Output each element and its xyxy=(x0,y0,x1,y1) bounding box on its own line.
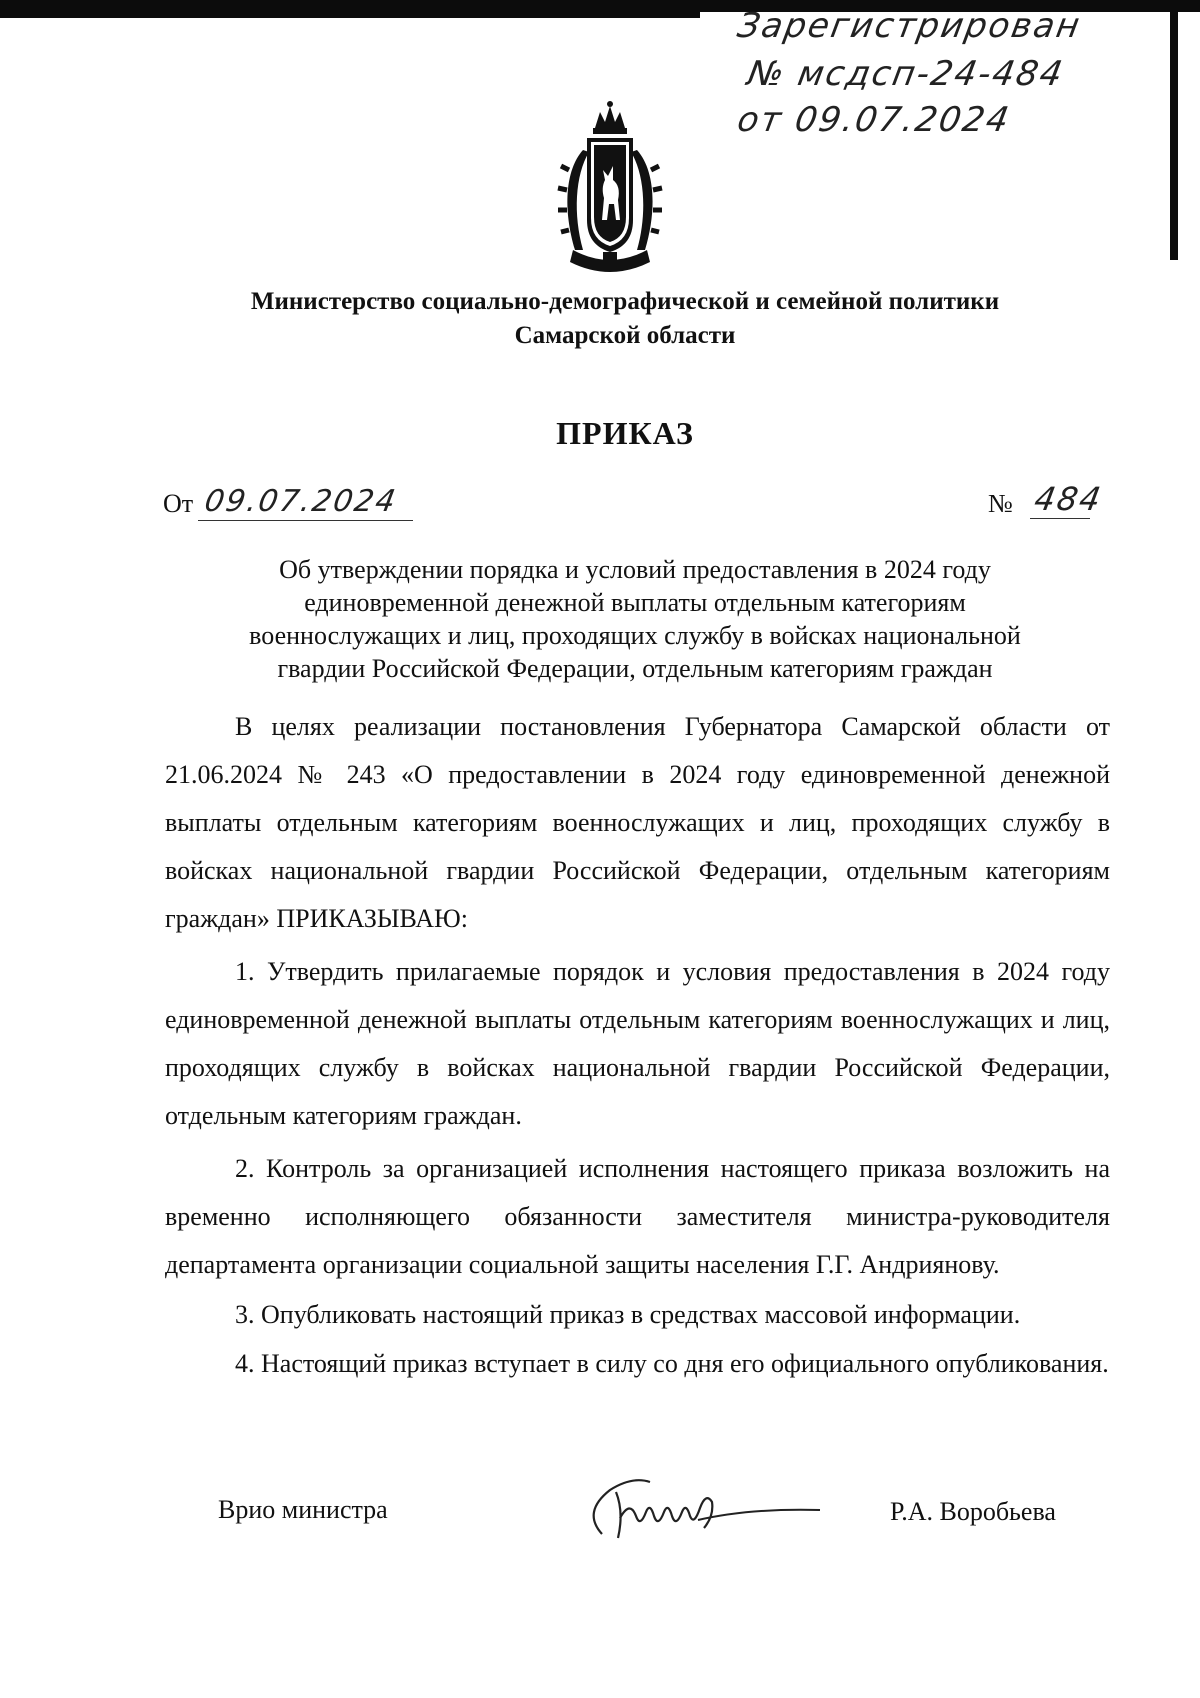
registration-note-line1: Зарегистрирован xyxy=(734,6,1085,46)
signatory-name: Р.А. Воробьева xyxy=(890,1497,1056,1526)
date-value: 09.07.2024 xyxy=(201,484,400,519)
body-item-4: 4. Настоящий приказ вступает в силу со дня его официального опубликования. xyxy=(235,1349,1109,1378)
number-underline xyxy=(1030,518,1090,519)
ministry-name-line2: Самарской области xyxy=(514,322,736,349)
body-item-2: 2. Контроль за организацией исполнения настоящего приказа возложить на временно исполняющего обязанности заместителя министра-руководителя департамента организации социальной защиты населения Г.Г. Андриянову. xyxy=(165,1154,1110,1279)
body-preamble: В целях реализации постановления Губернатора Самарской области от 21.06.2024 № 243 «О предоставлении в 2024 году единовременной денежной выплаты отдельным категориям военнослужащих и лиц, проходящих службу в войсках национальной гвардии Российской Федерации, отдельным категориям граждан» ПРИКАЗЫВАЮ: xyxy=(165,712,1110,933)
registration-note-line3: от 09.07.2024 xyxy=(734,100,1014,140)
coat-of-arms-icon xyxy=(555,100,665,280)
scan-border-right xyxy=(1170,0,1178,260)
body-item-1: 1. Утвердить прилагаемые порядок и условия предоставления в 2024 году единовременной денежной выплаты отдельным категориям военнослужащих и лиц, проходящих службу в войсках национальной гвардии Российской Федерации, отдельным категориям граждан. xyxy=(165,957,1110,1130)
number-label: № xyxy=(988,489,1013,518)
date-label: От xyxy=(163,489,194,518)
handwritten-signature-icon xyxy=(580,1472,860,1552)
date-underline xyxy=(198,520,413,521)
registration-note-line2: № мсдсп-24-484 xyxy=(744,54,1068,94)
scan-border-top-shadow xyxy=(0,12,700,18)
document-title: ПРИКАЗ xyxy=(556,415,694,451)
body-item-3: 3. Опубликовать настоящий приказ в средствах массовой информации. xyxy=(235,1300,1021,1329)
number-value: 484 xyxy=(1031,480,1106,518)
ministry-name-line1: Министерство социально-демографической и семейной политики xyxy=(250,288,1000,315)
signatory-title: Врио министра xyxy=(218,1495,388,1524)
document-subject: Об утверждении порядка и условий предоставления в 2024 году единовременной денежной выплаты отдельным категориям военнослужащих и лиц, проходящих службу в войсках национальной гвардии Российской Федерации, отдельным категориям граждан xyxy=(249,555,1021,683)
